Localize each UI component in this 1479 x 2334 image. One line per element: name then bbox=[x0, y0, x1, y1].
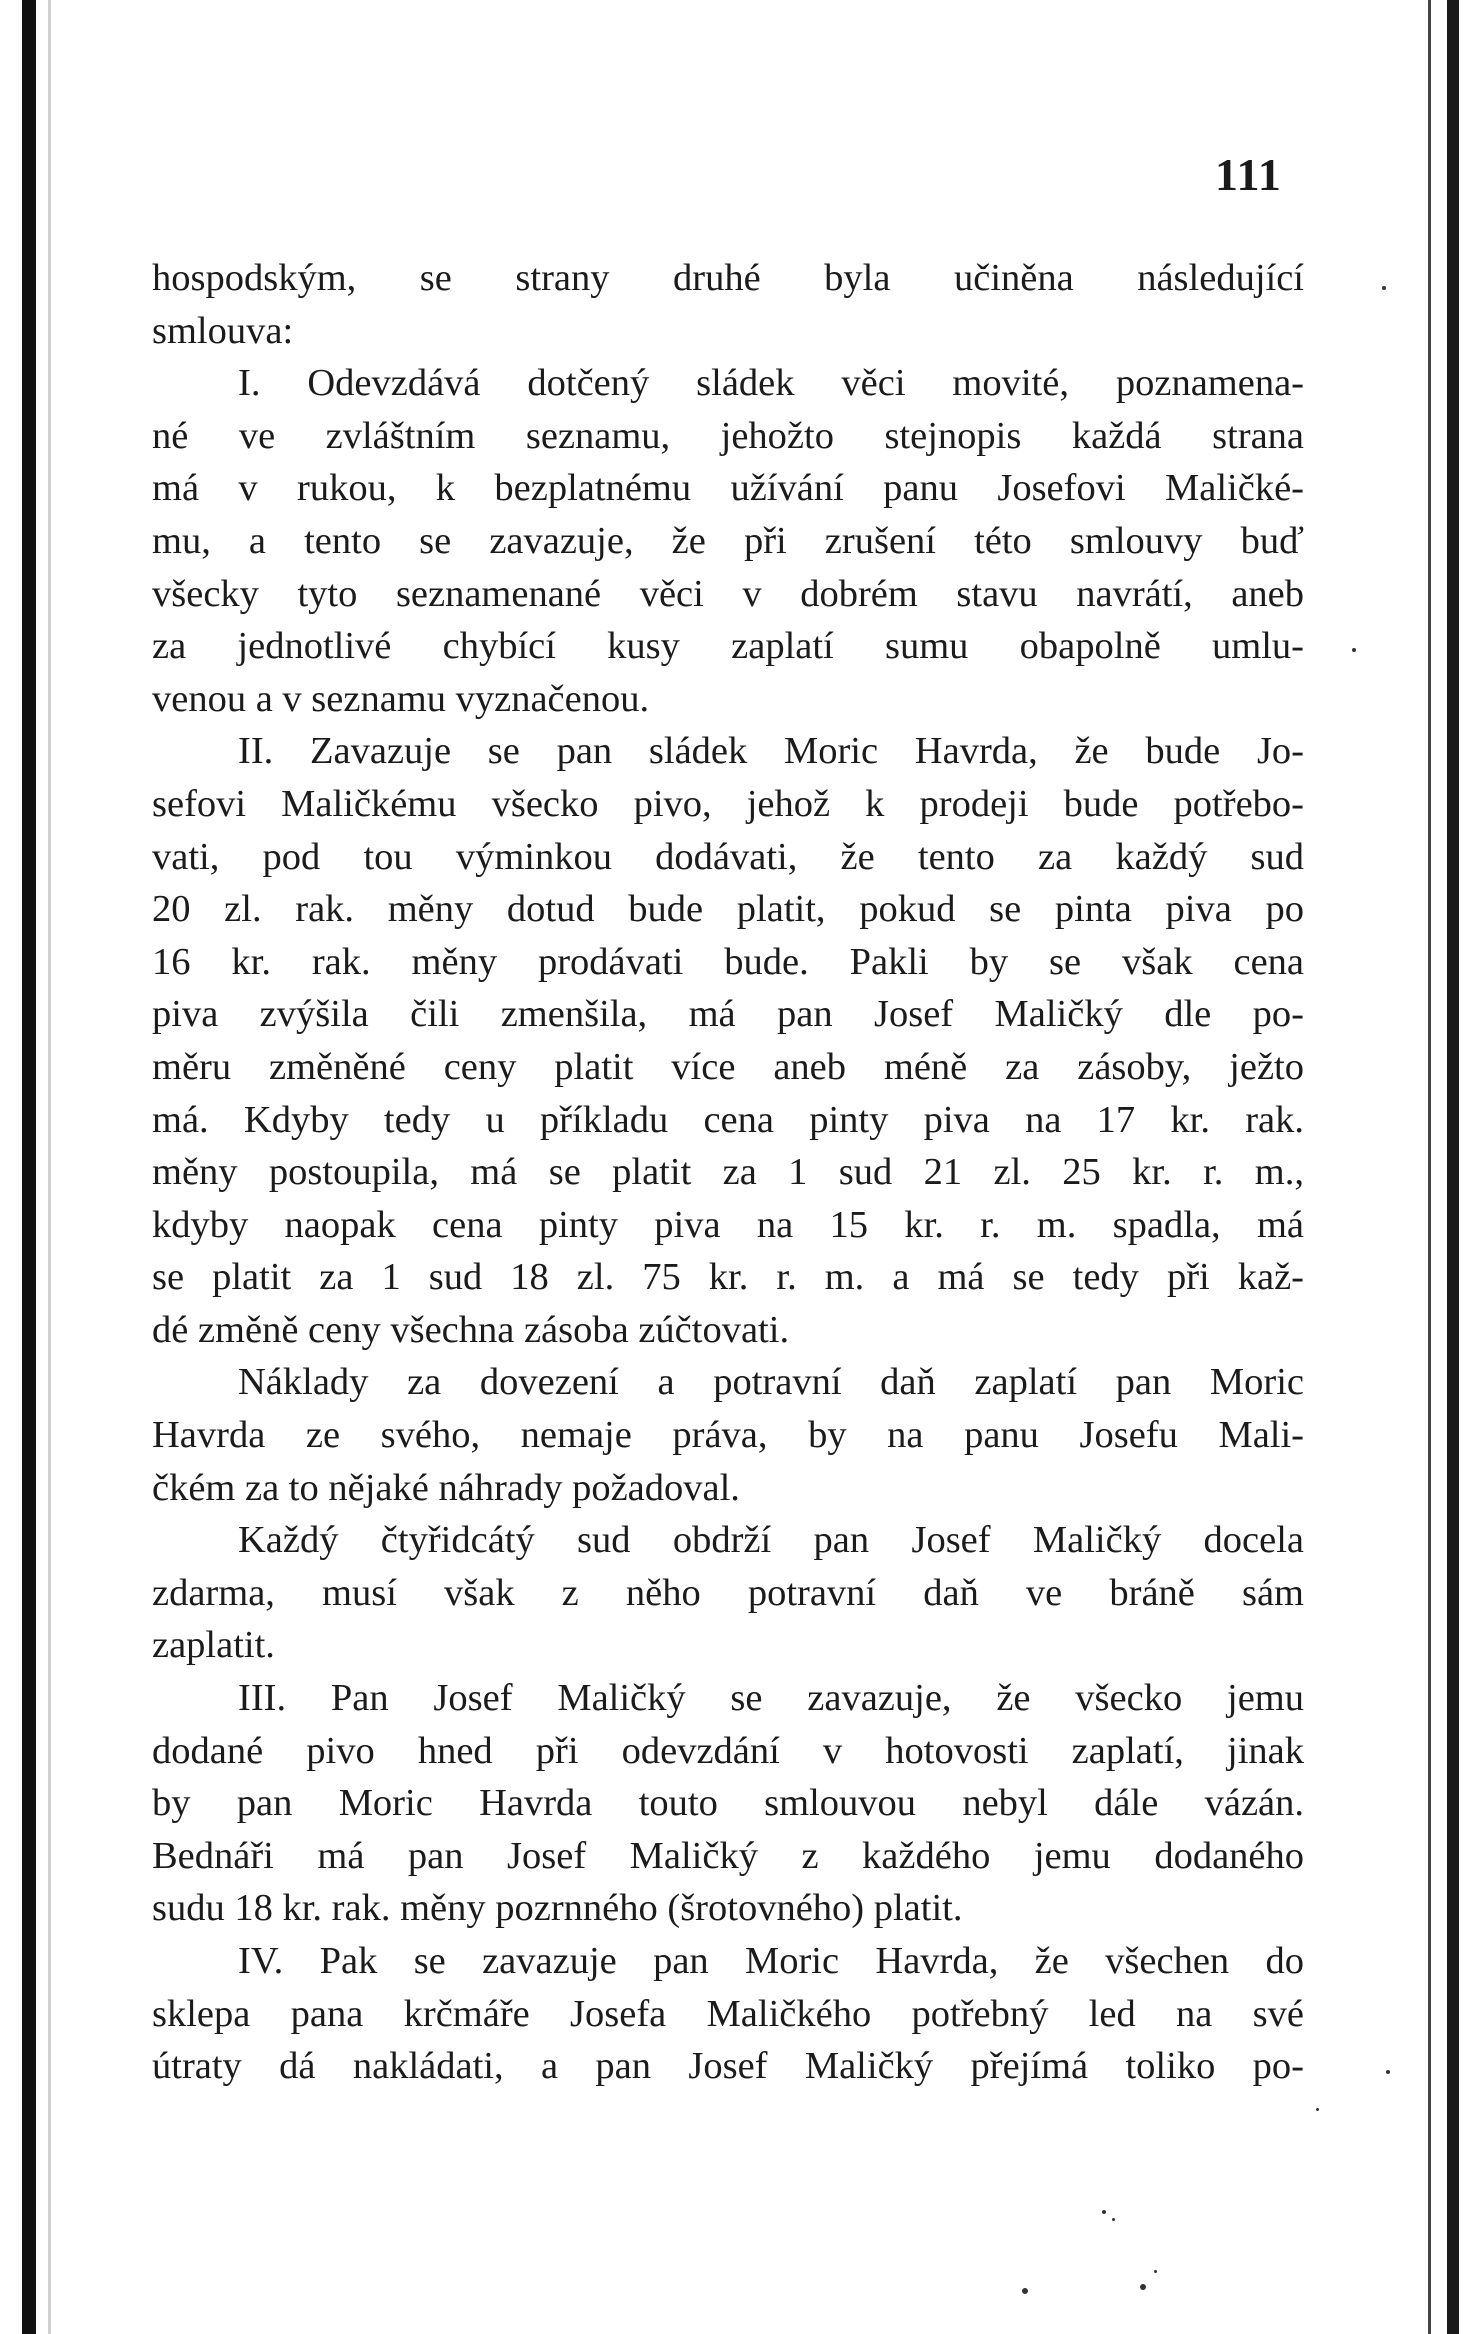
text-line: sefovi Maličkému všecko pivo, jehož k prodeji bude potřebo- bbox=[152, 782, 1304, 825]
text-line: 20 zl. rak. měny dotud bude platit, pokud se pinta piva po bbox=[152, 888, 1304, 931]
text-line: venou a v seznamu vyznačenou. bbox=[152, 677, 650, 720]
text-line: II. Zavazuje se pan sládek Moric Havrda, že bude Jo- bbox=[238, 730, 1304, 773]
text-line: né ve zvláštním seznamu, jehožto stejnopis každá strana bbox=[152, 414, 1304, 457]
text-line: III. Pan Josef Maličký se zavazuje, že všecko jemu bbox=[238, 1677, 1304, 1720]
text-line: sklepa pana krčmáře Josefa Maličkého potřebný led na své bbox=[152, 1992, 1304, 2035]
text-line: má v rukou, k bezplatnému užívání panu Josefovi Maličké- bbox=[152, 467, 1304, 510]
text-line: zdarma, musí však z něho potravní daň ve bráně sám bbox=[152, 1571, 1304, 1614]
text-line: piva zvýšila čili zmenšila, má pan Josef Maličký dle po- bbox=[152, 993, 1304, 1036]
right-scan-border bbox=[1447, 0, 1459, 2334]
scan-speck bbox=[1382, 286, 1386, 290]
text-line: mu, a tento se zavazuje, že při zrušení této smlouvy buď bbox=[152, 519, 1304, 562]
text-line: měru změněné ceny platit více aneb méně za zásoby, ježto bbox=[152, 1045, 1304, 1088]
text-line: vati, pod tou výminkou dodávati, že tento za každý sud bbox=[152, 835, 1304, 878]
text-line: se platit za 1 sud 18 zl. 75 kr. r. m. a má se tedy při kaž- bbox=[152, 1256, 1304, 1299]
text-line: zaplatit. bbox=[152, 1624, 275, 1667]
scan-speck bbox=[1154, 2270, 1157, 2273]
text-line: Bednáři má pan Josef Maličký z každého jemu dodaného bbox=[152, 1834, 1304, 1877]
text-line: by pan Moric Havrda touto smlouvou nebyl dále vázán. bbox=[152, 1782, 1304, 1825]
page-number: 111 bbox=[1215, 149, 1282, 200]
text-line: za jednotlivé chybící kusy zaplatí sumu obapolně umlu- bbox=[152, 625, 1304, 668]
text-line: hospodským, se strany druhé byla učiněna následující bbox=[152, 257, 1304, 299]
scan-speck bbox=[1140, 2284, 1146, 2290]
text-line: má. Kdyby tedy u příkladu cena pinty piva na 17 kr. rak. bbox=[152, 1098, 1304, 1141]
scan-speck bbox=[1102, 2210, 1106, 2214]
left-binding-edge bbox=[22, 0, 36, 2334]
scan-speck bbox=[1316, 2108, 1319, 2111]
left-page-edge bbox=[48, 0, 51, 2334]
text-line: IV. Pak se zavazuje pan Moric Havrda, že všechen do bbox=[238, 1940, 1304, 1982]
text-line: I. Odevzdává dotčený sládek věci movité, poznamena- bbox=[238, 362, 1304, 405]
text-line: útraty dá nakládati, a pan Josef Maličký přejímá toliko po- bbox=[152, 2045, 1304, 2088]
scan-speck bbox=[1022, 2288, 1028, 2294]
text-line: sudu 18 kr. rak. měny pozrnného (šrotovného) platit. bbox=[152, 1887, 963, 1930]
text-line: Havrda ze svého, nemaje práva, by na panu Josefu Mali- bbox=[152, 1414, 1304, 1457]
text-line: měny postoupila, má se platit za 1 sud 21 zl. 25 kr. r. m., bbox=[152, 1151, 1304, 1194]
text-line: kdyby naopak cena pinty piva na 15 kr. r. m. spadla, má bbox=[152, 1203, 1304, 1246]
scan-speck bbox=[1386, 2070, 1390, 2074]
text-line: 16 kr. rak. měny prodávati bude. Pakli by se však cena bbox=[152, 940, 1304, 983]
scan-speck bbox=[1352, 648, 1356, 652]
text-line: všecky tyto seznamenané věci v dobrém stavu navrátí, aneb bbox=[152, 572, 1304, 615]
text-line: smlouva: bbox=[152, 309, 294, 352]
text-line: dé změně ceny všechna zásoba zúčtovati. bbox=[152, 1308, 790, 1351]
right-page-edge bbox=[1428, 0, 1431, 2334]
text-line: čkém za to nějaké náhrady požadoval. bbox=[152, 1466, 740, 1509]
text-line: dodané pivo hned při odevzdání v hotovosti zaplatí, jinak bbox=[152, 1729, 1304, 1772]
text-line: Každý čtyřidcátý sud obdrží pan Josef Maličký docela bbox=[238, 1519, 1304, 1562]
scan-speck bbox=[1112, 2218, 1115, 2221]
body-text bbox=[152, 252, 1304, 2093]
text-line: Náklady za dovezení a potravní daň zaplatí pan Moric bbox=[238, 1361, 1304, 1404]
